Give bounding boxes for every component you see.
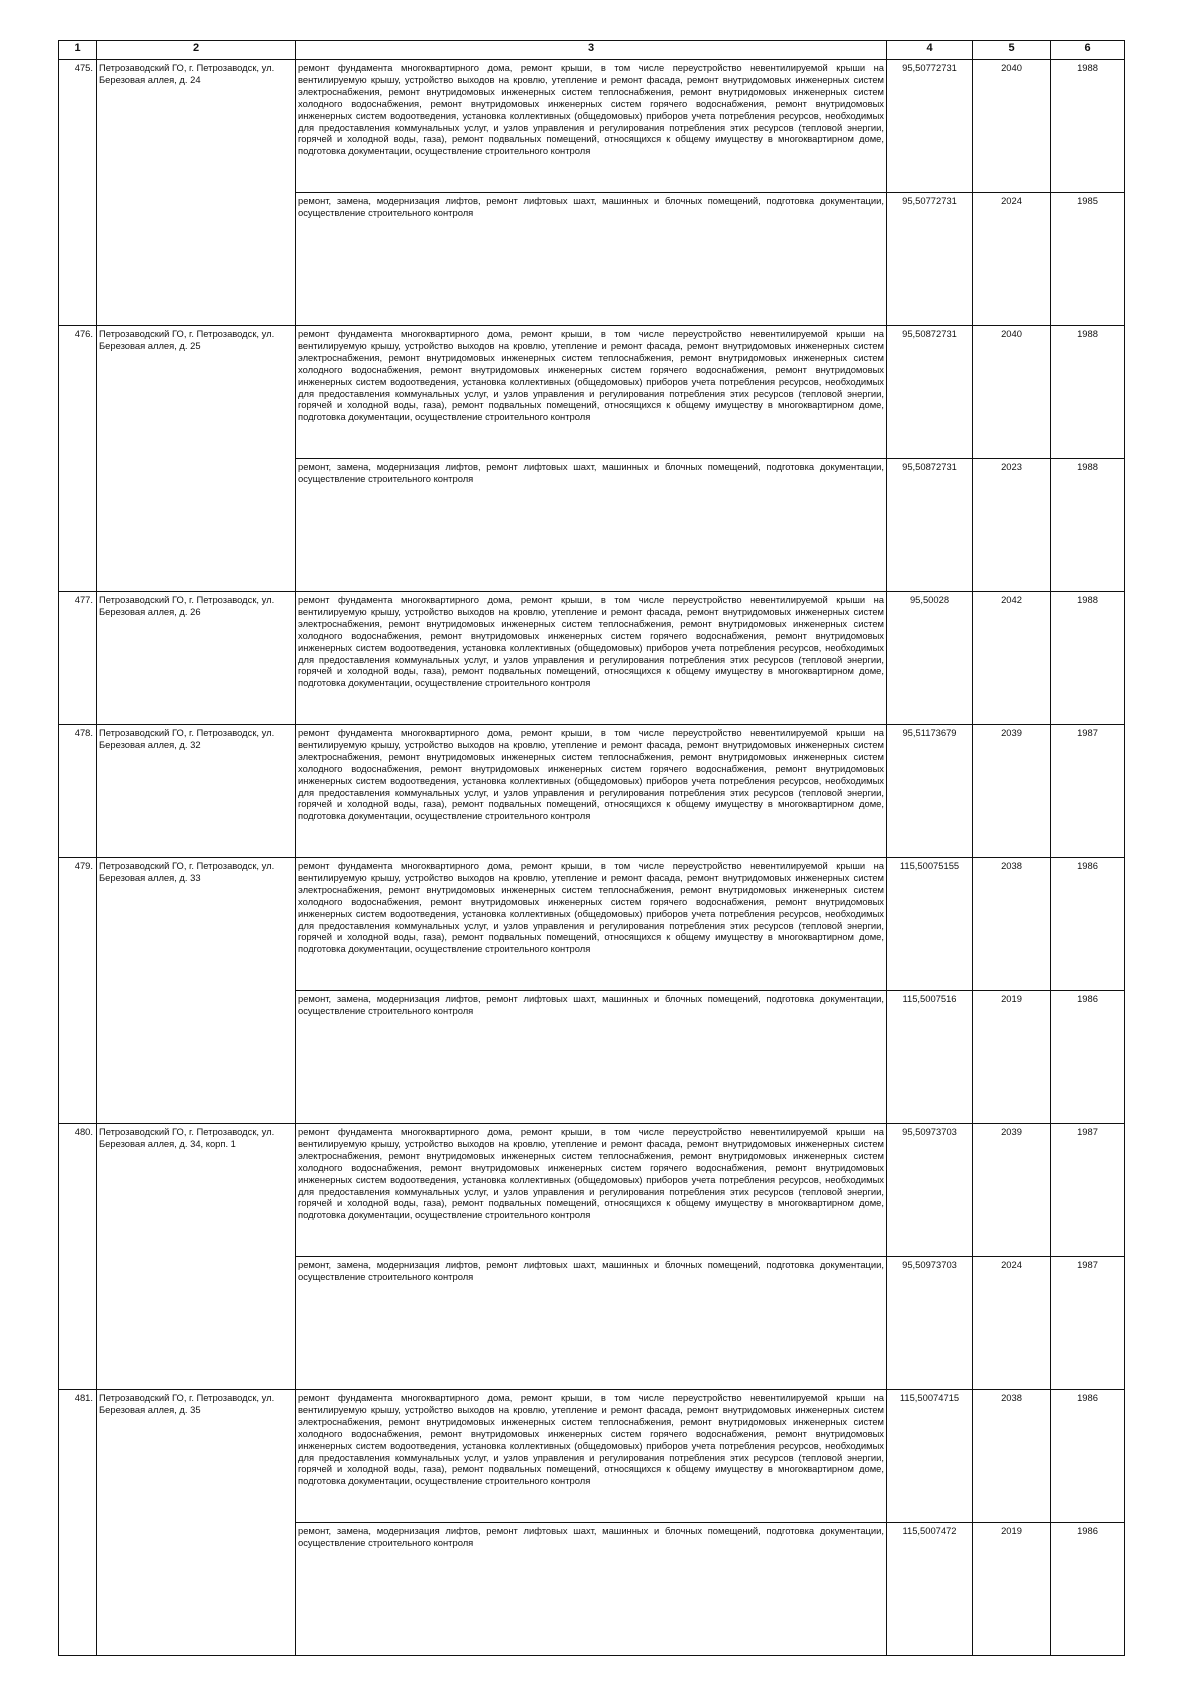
table-row — [59, 592, 1125, 725]
build-year: 1988 — [1051, 592, 1125, 725]
column-header-5: 5 — [973, 41, 1051, 60]
column-header-1: 1 — [59, 41, 97, 60]
cost-value: 115,5007472 — [887, 1523, 973, 1656]
cost-value: 95,50772731 — [887, 193, 973, 326]
row-number: 478. — [59, 725, 97, 858]
cost-value: 95,50872731 — [887, 326, 973, 459]
house-address: Петрозаводский ГО, г. Петрозаводск, ул. Березовая аллея, д. 32 — [97, 725, 296, 858]
work-list-lift: ремонт, замена, модернизация лифтов, ремонт лифтовых шахт, машинных и блочных помещений, подготовка документации, осуществление строительного контроля — [296, 193, 887, 326]
row-number: 475. — [59, 60, 97, 326]
build-year: 1986 — [1051, 1523, 1125, 1656]
row-number: 479. — [59, 858, 97, 1124]
work-list: ремонт фундамента многоквартирного дома, ремонт крыши, в том числе переустройство невентилируемой крыши на вентилируемую крышу, устройство выходов на кровлю, утепление и ремонт фасада, ремонт внутридомовых инженерных систем электроснабжения, ремонт внутридомовых инженерных систем теплоснабжения, ремонт внутридомовых инженерных систем холодного водоснабжения, ремонт внутридомовых инженерных систем горячего водоснабжения, ремонт внутридомовых инженерных систем водоотведения, установка коллективных (общедомовых) приборов учета потребления ресурсов, необходимых для предоставления коммунальных услуг, и узлов управления и регулирования потребления этих ресурсов (тепловой энергии, горячей и холодной воды, газа), ремонт подвальных помещений, относящихся к общему имуществу в многоквартирном доме, подготовка документации, осуществление строительного контроля — [296, 725, 887, 858]
cost-value: 115,5007516 — [887, 991, 973, 1124]
planned-year: 2039 — [973, 1124, 1051, 1257]
build-year: 1987 — [1051, 725, 1125, 858]
column-number-header-row — [59, 41, 1125, 60]
planned-year: 2040 — [973, 60, 1051, 193]
build-year: 1985 — [1051, 193, 1125, 326]
column-header-6: 6 — [1051, 41, 1125, 60]
build-year: 1987 — [1051, 1124, 1125, 1257]
column-header-2: 2 — [97, 41, 296, 60]
table-row — [59, 326, 1125, 459]
cost-value: 115,50074715 — [887, 1390, 973, 1523]
build-year: 1986 — [1051, 991, 1125, 1124]
house-address: Петрозаводский ГО, г. Петрозаводск, ул. Березовая аллея, д. 24 — [97, 60, 296, 326]
work-list: ремонт фундамента многоквартирного дома, ремонт крыши, в том числе переустройство невентилируемой крыши на вентилируемую крышу, устройство выходов на кровлю, утепление и ремонт фасада, ремонт внутридомовых инженерных систем электроснабжения, ремонт внутридомовых инженерных систем теплоснабжения, ремонт внутридомовых инженерных систем холодного водоснабжения, ремонт внутридомовых инженерных систем горячего водоснабжения, ремонт внутридомовых инженерных систем водоотведения, установка коллективных (общедомовых) приборов учета потребления ресурсов, необходимых для предоставления коммунальных услуг, и узлов управления и регулирования потребления этих ресурсов (тепловой энергии, горячей и холодной воды, газа), ремонт подвальных помещений, относящихся к общему имуществу в многоквартирном доме, подготовка документации, осуществление строительного контроля — [296, 1124, 887, 1257]
register-page — [58, 40, 1124, 1656]
build-year: 1988 — [1051, 326, 1125, 459]
house-address: Петрозаводский ГО, г. Петрозаводск, ул. Березовая аллея, д. 33 — [97, 858, 296, 1124]
cost-value: 95,50973703 — [887, 1257, 973, 1390]
planned-year: 2039 — [973, 725, 1051, 858]
build-year: 1988 — [1051, 60, 1125, 193]
table-row — [59, 1124, 1125, 1257]
build-year: 1988 — [1051, 459, 1125, 592]
work-list-lift: ремонт, замена, модернизация лифтов, ремонт лифтовых шахт, машинных и блочных помещений, подготовка документации, осуществление строительного контроля — [296, 1257, 887, 1390]
house-address: Петрозаводский ГО, г. Петрозаводск, ул. Березовая аллея, д. 25 — [97, 326, 296, 592]
work-list: ремонт фундамента многоквартирного дома, ремонт крыши, в том числе переустройство невентилируемой крыши на вентилируемую крышу, устройство выходов на кровлю, утепление и ремонт фасада, ремонт внутридомовых инженерных систем электроснабжения, ремонт внутридомовых инженерных систем теплоснабжения, ремонт внутридомовых инженерных систем холодного водоснабжения, ремонт внутридомовых инженерных систем горячего водоснабжения, ремонт внутридомовых инженерных систем водоотведения, установка коллективных (общедомовых) приборов учета потребления ресурсов, необходимых для предоставления коммунальных услуг, и узлов управления и регулирования потребления этих ресурсов (тепловой энергии, горячей и холодной воды, газа), ремонт подвальных помещений, относящихся к общему имуществу в многоквартирном доме, подготовка документации, осуществление строительного контроля — [296, 592, 887, 725]
planned-year: 2024 — [973, 1257, 1051, 1390]
table-row — [59, 725, 1125, 858]
table-row — [59, 60, 1125, 193]
house-address: Петрозаводский ГО, г. Петрозаводск, ул. Березовая аллея, д. 26 — [97, 592, 296, 725]
table-row — [59, 858, 1125, 991]
work-list: ремонт фундамента многоквартирного дома, ремонт крыши, в том числе переустройство невентилируемой крыши на вентилируемую крышу, устройство выходов на кровлю, утепление и ремонт фасада, ремонт внутридомовых инженерных систем электроснабжения, ремонт внутридомовых инженерных систем теплоснабжения, ремонт внутридомовых инженерных систем холодного водоснабжения, ремонт внутридомовых инженерных систем горячего водоснабжения, ремонт внутридомовых инженерных систем водоотведения, установка коллективных (общедомовых) приборов учета потребления ресурсов, необходимых для предоставления коммунальных услуг, и узлов управления и регулирования потребления этих ресурсов (тепловой энергии, горячей и холодной воды, газа), ремонт подвальных помещений, относящихся к общему имуществу в многоквартирном доме, подготовка документации, осуществление строительного контроля — [296, 60, 887, 193]
row-number: 480. — [59, 1124, 97, 1390]
work-list-lift: ремонт, замена, модернизация лифтов, ремонт лифтовых шахт, машинных и блочных помещений, подготовка документации, осуществление строительного контроля — [296, 459, 887, 592]
build-year: 1986 — [1051, 858, 1125, 991]
table-row — [59, 1390, 1125, 1523]
work-list-lift: ремонт, замена, модернизация лифтов, ремонт лифтовых шахт, машинных и блочных помещений, подготовка документации, осуществление строительного контроля — [296, 1523, 887, 1656]
row-number: 477. — [59, 592, 97, 725]
cost-value: 115,50075155 — [887, 858, 973, 991]
house-address: Петрозаводский ГО, г. Петрозаводск, ул. Березовая аллея, д. 35 — [97, 1390, 296, 1656]
planned-year: 2038 — [973, 858, 1051, 991]
work-list: ремонт фундамента многоквартирного дома, ремонт крыши, в том числе переустройство невентилируемой крыши на вентилируемую крышу, устройство выходов на кровлю, утепление и ремонт фасада, ремонт внутридомовых инженерных систем электроснабжения, ремонт внутридомовых инженерных систем теплоснабжения, ремонт внутридомовых инженерных систем холодного водоснабжения, ремонт внутридомовых инженерных систем горячего водоснабжения, ремонт внутридомовых инженерных систем водоотведения, установка коллективных (общедомовых) приборов учета потребления ресурсов, необходимых для предоставления коммунальных услуг, и узлов управления и регулирования потребления этих ресурсов (тепловой энергии, горячей и холодной воды, газа), ремонт подвальных помещений, относящихся к общему имуществу в многоквартирном доме, подготовка документации, осуществление строительного контроля — [296, 326, 887, 459]
cost-value: 95,50872731 — [887, 459, 973, 592]
planned-year: 2019 — [973, 991, 1051, 1124]
row-number: 476. — [59, 326, 97, 592]
work-list: ремонт фундамента многоквартирного дома, ремонт крыши, в том числе переустройство невентилируемой крыши на вентилируемую крышу, устройство выходов на кровлю, утепление и ремонт фасада, ремонт внутридомовых инженерных систем электроснабжения, ремонт внутридомовых инженерных систем теплоснабжения, ремонт внутридомовых инженерных систем холодного водоснабжения, ремонт внутридомовых инженерных систем горячего водоснабжения, ремонт внутридомовых инженерных систем водоотведения, установка коллективных (общедомовых) приборов учета потребления ресурсов, необходимых для предоставления коммунальных услуг, и узлов управления и регулирования потребления этих ресурсов (тепловой энергии, горячей и холодной воды, газа), ремонт подвальных помещений, относящихся к общему имуществу в многоквартирном доме, подготовка документации, осуществление строительного контроля — [296, 1390, 887, 1523]
cost-value: 95,50028 — [887, 592, 973, 725]
column-header-4: 4 — [887, 41, 973, 60]
column-header-3: 3 — [296, 41, 887, 60]
row-number: 481. — [59, 1390, 97, 1656]
capital-repair-table — [58, 40, 1125, 1656]
cost-value: 95,51173679 — [887, 725, 973, 858]
planned-year: 2023 — [973, 459, 1051, 592]
work-list: ремонт фундамента многоквартирного дома, ремонт крыши, в том числе переустройство невентилируемой крыши на вентилируемую крышу, устройство выходов на кровлю, утепление и ремонт фасада, ремонт внутридомовых инженерных систем электроснабжения, ремонт внутридомовых инженерных систем теплоснабжения, ремонт внутридомовых инженерных систем холодного водоснабжения, ремонт внутридомовых инженерных систем горячего водоснабжения, ремонт внутридомовых инженерных систем водоотведения, установка коллективных (общедомовых) приборов учета потребления ресурсов, необходимых для предоставления коммунальных услуг, и узлов управления и регулирования потребления этих ресурсов (тепловой энергии, горячей и холодной воды, газа), ремонт подвальных помещений, относящихся к общему имуществу в многоквартирном доме, подготовка документации, осуществление строительного контроля — [296, 858, 887, 991]
planned-year: 2024 — [973, 193, 1051, 326]
planned-year: 2019 — [973, 1523, 1051, 1656]
work-list-lift: ремонт, замена, модернизация лифтов, ремонт лифтовых шахт, машинных и блочных помещений, подготовка документации, осуществление строительного контроля — [296, 991, 887, 1124]
planned-year: 2040 — [973, 326, 1051, 459]
planned-year: 2042 — [973, 592, 1051, 725]
house-address: Петрозаводский ГО, г. Петрозаводск, ул. Березовая аллея, д. 34, корп. 1 — [97, 1124, 296, 1390]
cost-value: 95,50772731 — [887, 60, 973, 193]
build-year: 1986 — [1051, 1390, 1125, 1523]
build-year: 1987 — [1051, 1257, 1125, 1390]
cost-value: 95,50973703 — [887, 1124, 973, 1257]
planned-year: 2038 — [973, 1390, 1051, 1523]
